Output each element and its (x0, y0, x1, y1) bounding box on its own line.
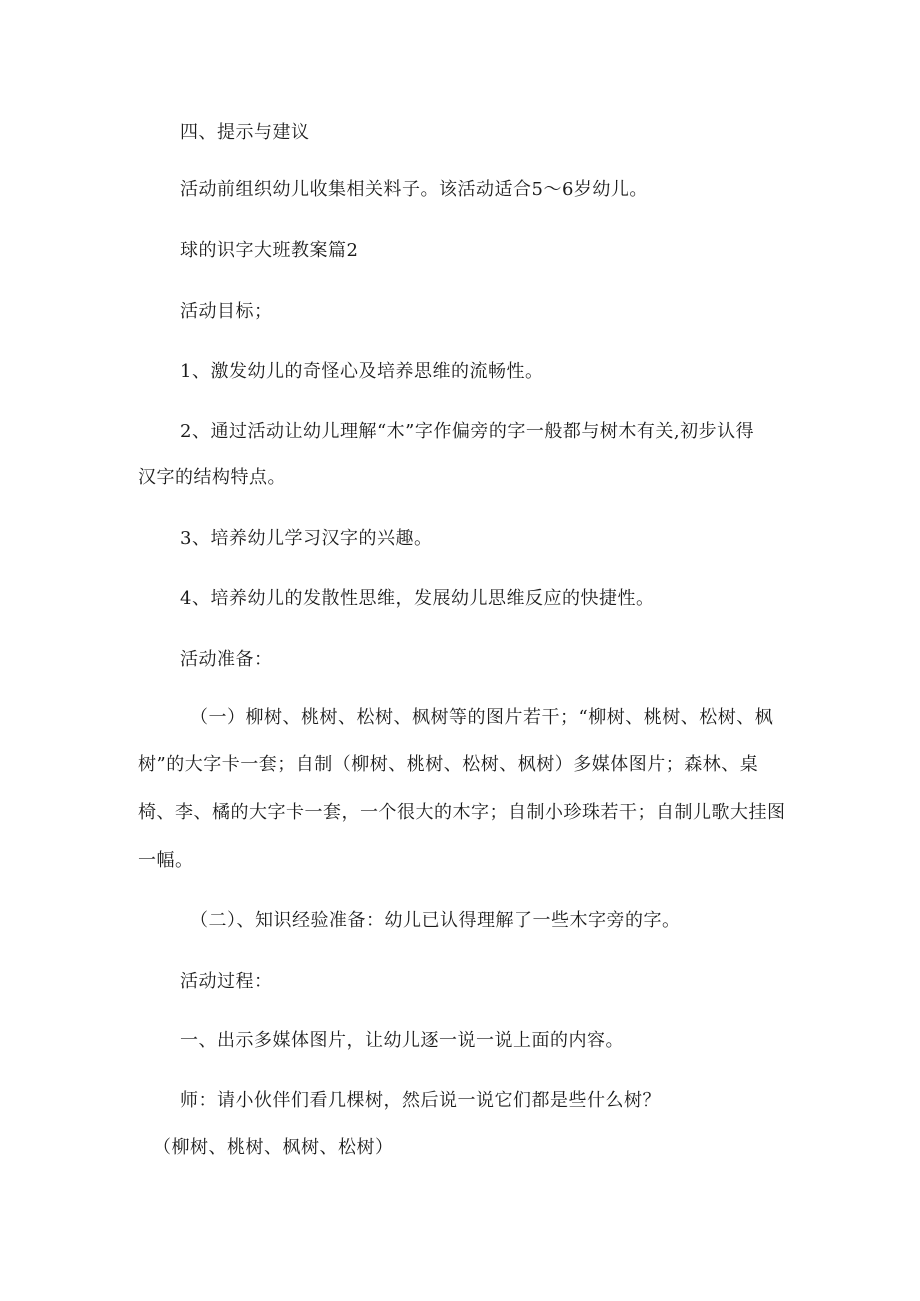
heading-activity-goals: 活动目标； (180, 301, 273, 322)
process-step-1: 一、出示多媒体图片，让幼儿逐一说一说上面的内容。 (180, 1030, 624, 1051)
lesson-title: 球的识字大班教案篇2 (180, 240, 359, 261)
preparation-1-line-1: （一）柳树、桃树、松树、枫树等的图片若干；“柳树、桃树、松树、枫 (190, 707, 774, 728)
paragraph-tips-text: 活动前组织幼儿收集相关料子。该活动适合5～6岁幼儿。 (180, 179, 648, 200)
preparation-1-line-4: 一幅。 (138, 850, 194, 871)
preparation-1-line-3: 椅、李、橘的大字卡一套，一个很大的木字；自制小珍珠若干；自制儿歌大挂图 (138, 802, 786, 823)
goal-item-4: 4、培养幼儿的发散性思维，发展幼儿思维反应的快捷性。 (180, 588, 655, 609)
goal-item-1: 1、激发幼儿的奇怪心及培养思维的流畅性。 (180, 361, 544, 382)
goal-item-3: 3、培养幼儿学习汉字的兴趣。 (180, 528, 433, 549)
heading-activity-process: 活动过程： (180, 971, 273, 992)
answer-tree-names: （柳树、桃树、枫树、松树） (153, 1137, 394, 1158)
preparation-1-line-2: 树”的大字卡一套；自制（柳树、桃树、松树、枫树）多媒体图片；森林、桌 (138, 754, 759, 775)
goal-item-2: 2、通过活动让幼儿理解“木”字作偏旁的字一般都与树木有关,初步认得 (180, 421, 755, 442)
preparation-2: （二）、知识经验准备：幼儿已认得理解了一些木字旁的字。 (190, 910, 681, 931)
goal-item-2-continued: 汉字的结构特点。 (138, 467, 286, 488)
heading-activity-preparation: 活动准备： (180, 649, 273, 670)
section-heading-tips: 四、提示与建议 (180, 122, 310, 143)
teacher-question: 师：请小伙伴们看几棵树，然后说一说它们都是些什么树？ (180, 1090, 661, 1111)
